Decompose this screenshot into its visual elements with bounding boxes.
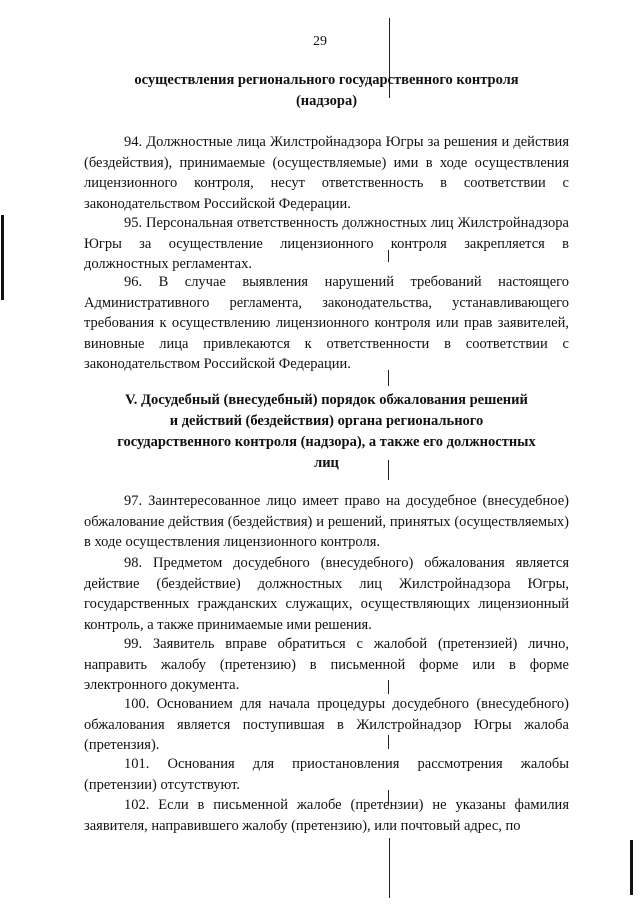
paragraph-94: 94. Должностные лица Жилстройнадзора Югры за решения и действия (бездействия), принимаемые (осуществляемые) ими в ходе осуществления лицензионного контроля, несут ответственность в соответствии с законодательством Российской Федерации. [84, 134, 569, 212]
section-heading-v [84, 390, 569, 474]
paragraph-99: 99. Заявитель вправе обратиться с жалобой (претензией) лично, направить жалобу (претензию) в письменной форме или в форме электронного документа. [84, 636, 569, 693]
heading-line: V. Досудебный (внесудебный) порядок обжалования решений [125, 392, 528, 408]
heading-line: государственного контроля (надзора), а также его должностных [117, 434, 536, 450]
heading-line: и действий (бездействия) органа регионального [169, 413, 484, 429]
paragraph-102: 102. Если в письменной жалобе (претензии) не указаны фамилия заявителя, направившего жалобу (претензию), или почтовый адрес, по [84, 797, 569, 834]
section-heading-continued [84, 70, 569, 112]
scan-fold-line [389, 838, 390, 898]
paragraph-96: 96. В случае выявления нарушений требований настоящего Административного регламента, законодательства, устанавливающего требования к осуществлению лицензионного контроля или прав заявителей, виновные лица привлекаются к ответственности в соответствии с законодательством Российской Федерации. [84, 274, 569, 372]
paragraph-100: 100. Основанием для начала процедуры досудебного (внесудебного) обжалования является поступившая в Жилстройнадзор Югры жалоба (претензия). [84, 696, 569, 753]
heading-line: осуществления регионального государственного контроля [134, 72, 519, 88]
paragraph-101: 101. Основания для приостановления рассмотрения жалобы (претензии) отсутствуют. [84, 756, 569, 793]
paragraph-97: 97. Заинтересованное лицо имеет право на досудебное (внесудебное) обжалование действия (бездействия) и решений, принятых (осуществляемых) в ходе осуществления лицензионного контроля. [84, 493, 569, 550]
page-number: 29 [313, 34, 327, 49]
paragraph-98: 98. Предметом досудебного (внесудебного) обжалования является действие (бездействие) должностных лиц Жилстройнадзора Югры, государственных гражданских служащих, осуществляющих лицензионный контроль, а также принимаемые ими решения. [84, 555, 569, 633]
heading-line: (надзора) [295, 93, 358, 109]
scan-margin-mark [1, 215, 4, 300]
heading-line: лиц [314, 455, 339, 471]
paragraph-95: 95. Персональная ответственность должностных лиц Жилстройнадзора Югры за осуществление лицензионного контроля закрепляется в должностных регламентах. [84, 215, 569, 272]
scan-margin-mark [630, 840, 633, 895]
